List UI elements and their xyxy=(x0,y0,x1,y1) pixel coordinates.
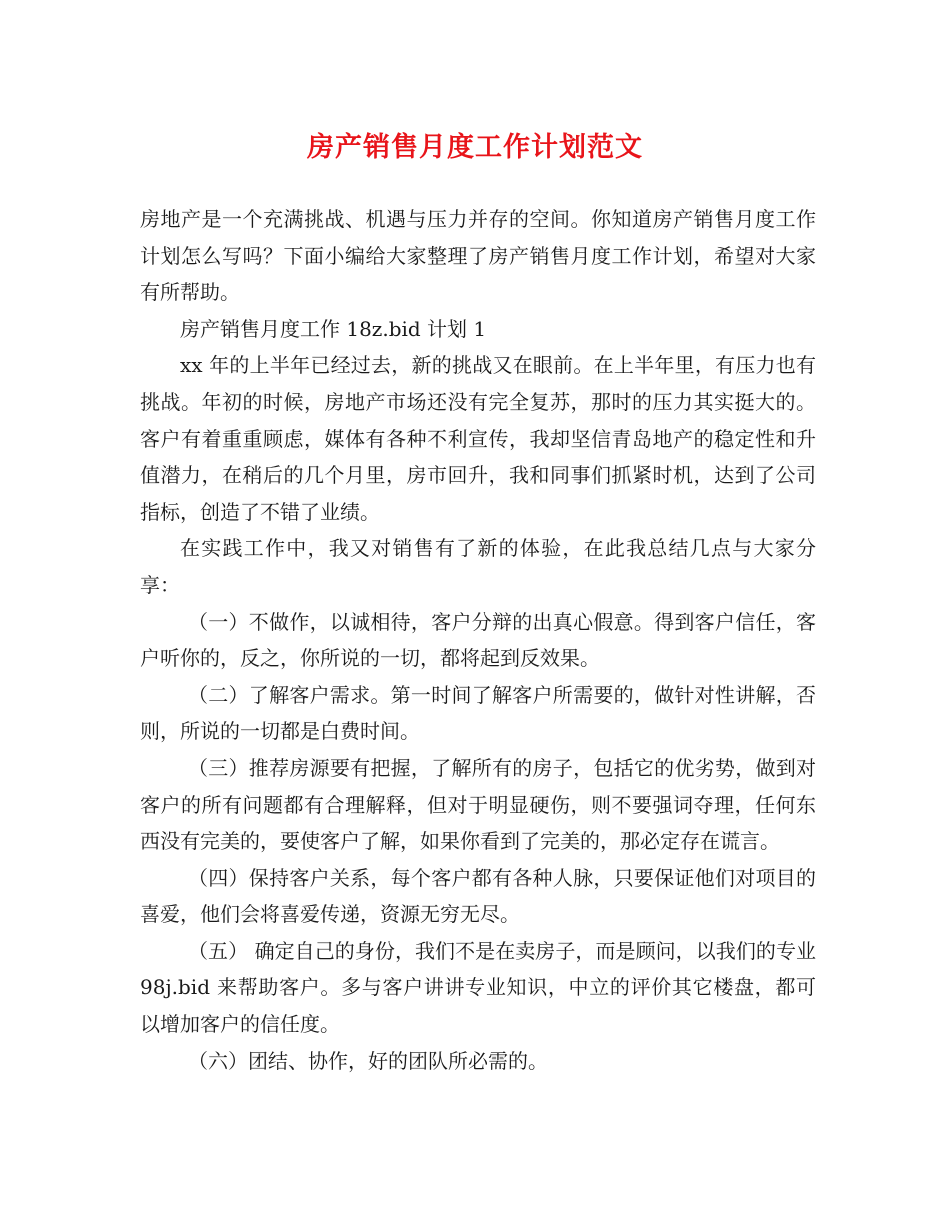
list-item: （二）了解客户需求。第一时间了解客户所需要的，做针对性讲解，否则，所说的一切都是白费时间。 xyxy=(140,682,816,744)
list-item: （一）不做作，以诚相待，客户分辩的出真心假意。得到客户信任，客户听你的，反之，你所说的一切，都将起到反效果。 xyxy=(140,609,816,671)
section-heading: 房产销售月度工作 18z.bid 计划 1 xyxy=(180,316,487,341)
list-item: （三）推荐房源要有把握，了解所有的房子，包括它的优劣势，做到对客户的所有问题都有合理解释，但对于明显硬伤，则不要强词夺理，任何东西没有完美的，要使客户了解，如果你看到了完美的，那必定存在谎言。 xyxy=(140,755,816,854)
intro-paragraph: 房地产是一个充满挑战、机遇与压力并存的空间。你知道房产销售月度工作计划怎么写吗？下面小编给大家整理了房产销售月度工作计划，希望对大家有所帮助。 xyxy=(140,207,816,305)
list-item: （四）保持客户关系，每个客户都有各种人脉，只要保证他们对项目的喜爱，他们会将喜爱传递，资源无穷无尽。 xyxy=(140,865,816,927)
list-item: （六）团结、协作，好的团队所必需的。 xyxy=(188,1048,548,1073)
body-paragraph: 在实践工作中，我又对销售有了新的体验，在此我总结几点与大家分享： xyxy=(140,536,816,597)
list-item: （五） 确定自己的身份，我们不是在卖房子，而是顾问，以我们的专业 98j.bid 来帮助客户。多与客户讲讲专业知识，中立的评价其它楼盘，都可以增加客户的信任度。 xyxy=(140,938,816,1037)
body-paragraph: xx 年的上半年已经过去，新的挑战又在眼前。在上半年里，有压力也有挑战。年初的时候，房地产市场还没有完全复苏，那时的压力其实挺大的。客户有着重重顾虑，媒体有各种不利宣传，我却坚信青岛地产的稳定性和升值潜力，在稍后的几个月里，房市回升，我和同事们抓紧时机，达到了公司指标，创造了不错了业绩。 xyxy=(140,353,816,524)
document-body xyxy=(140,201,816,1079)
document-title: 房产销售月度工作计划范文 xyxy=(307,132,643,163)
